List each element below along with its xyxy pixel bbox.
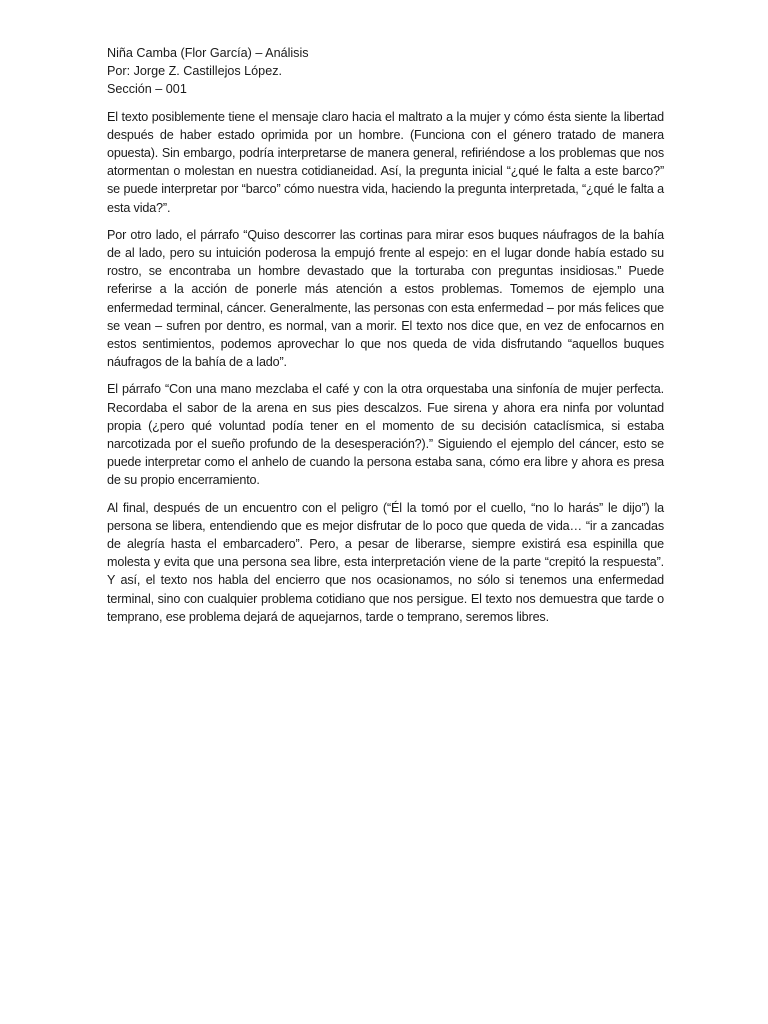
paragraph-4: Al final, después de un encuentro con el peligro (“Él la tomó por el cuello, “no lo harás” le dijo”) la persona se libera, entendiendo que es mejor disfrutar de lo poco que queda de vida… “ir a zancadas de alegría hasta el embarcadero”. Pero, a pesar de liberarse, siempre existirá esa espinilla que molesta y evita que una persona sea libre, esta interpretación viene de la parte “crepitó la respuesta”. Y así, el texto nos habla del encierro que nos ocasionamos, no sólo si tenemos una enfermedad terminal, sino con cualquier problema cotidiano que nos persigue. El texto nos demuestra que tarde o temprano, ese problema dejará de aquejarnos, tarde o temprano, seremos libres. [107,500,664,624]
document-section: Sección – 001 [107,82,187,97]
paragraph-3: El párrafo “Con una mano mezclaba el café y con la otra orquestaba una sinfonía de mujer perfecta. Recordaba el sabor de la arena en sus pies descalzos. Fue sirena y ahora era ninfa por voluntad propia (¿pero qué voluntad podía tener en el momento de su decisión cataclísmica, si estaba narcotizada por el sueño profundo de la desesperación?).” Siguiendo el ejemplo del cáncer, esto se puede interpretar como el anhelo de cuando la persona estaba sana, cómo era libre y ahora es presa de su propio encerramiento. [107,382,664,488]
paragraph-2: Por otro lado, el párrafo “Quiso descorrer las cortinas para mirar esos buques náufragos de la bahía de al lado, pero su intuición poderosa la empujó frente al espejo: en el lugar donde había estado su rostro, se encontraba un hombre devastado que la torturaba con preguntas insidiosas.” Puede referirse a la acción de ponerle más atención a estos problemas. Tomemos de ejemplo una enfermedad terminal, cáncer. Generalmente, las personas con esta enfermedad – por más felices que se vean – sufren por dentro, es normal, van a morir. El texto nos dice que, en vez de enfocarnos en estos sentimientos, podemos aprovechar lo que nos queda de vida disfrutando “aquellos buques náufragos de la bahía de a lado”. [107,227,664,370]
paragraph-1: El texto posiblemente tiene el mensaje claro hacia el maltrato a la mujer y cómo ésta siente la libertad después de haber estado oprimida por un hombre. (Funciona con el género tratado de manera opuesta). Sin embargo, podría interpretarse de manera general, refiriéndose a los problemas que nos atormentan o molestan en nuestra cotidianeidad. Así, la pregunta inicial “¿qué le falta a este barco?” se puede interpretar por “barco” cómo nuestra vida, haciendo la pregunta interpretada, “¿qué le falta a esta vida?”. [107,109,664,215]
document-title: Niña Camba (Flor García) – Análisis [107,46,309,60]
document-page [107,44,664,635]
document-author: Por: Jorge Z. Castillejos López. [107,64,282,79]
document-header [107,44,664,99]
